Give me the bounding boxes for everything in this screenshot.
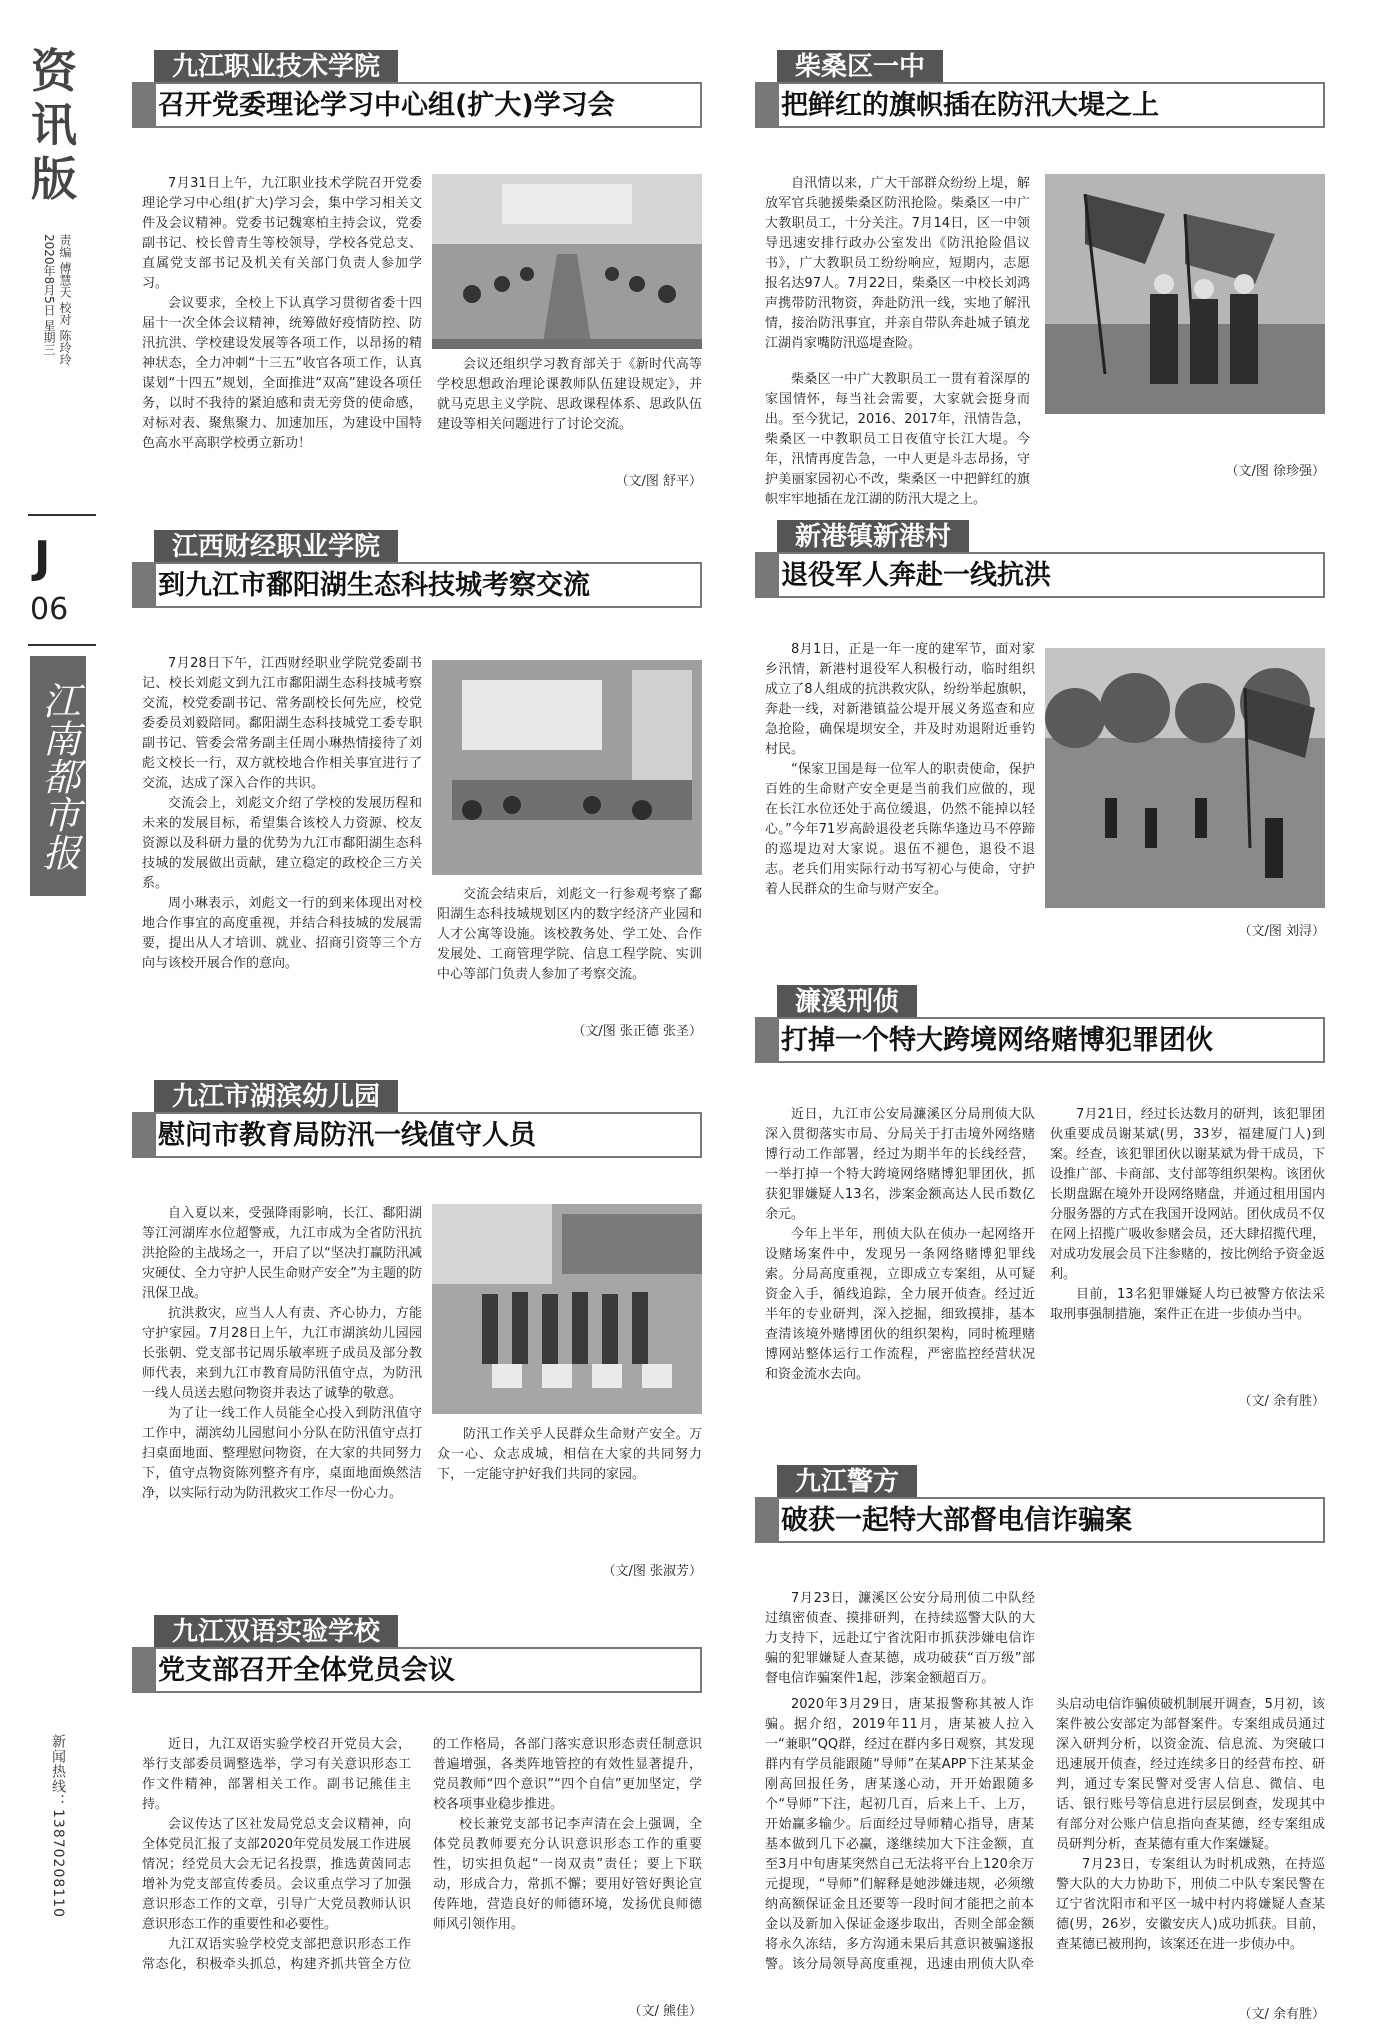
byline: （文/图 徐珍强）: [1225, 464, 1325, 479]
article-hubin-kindergarten: [132, 1080, 702, 1580]
article-body-continued: [437, 1425, 702, 1485]
paragraph: 7月23日，濂溪区公安分局刑侦二中队经过缜密侦查、摸排研判，在持续巡警大队的大力支持下，远赴辽宁省沈阳市抓获涉嫌电信诈骗的犯罪嫌疑人查某德，成功破获“百万级”部督电信诈骗案件1起，涉案金额超百万。: [765, 1591, 1035, 1686]
article-headline: 打掉一个特大跨境网络赌博犯罪团伙: [781, 1025, 1213, 1056]
article-body-continued: [1050, 1105, 1325, 1325]
byline: （文/图 舒平）: [615, 474, 702, 489]
paragraph: 自汛情以来，广大干部群众纷纷上堤，解放军官兵驰援柴桑区防汛抢险。柴桑区一中广大教职员工，十分关注。7月14日，区一中领导迅速安排行政办公室发出《防汛抢险倡议书》，广大教职员工纷纷响应，短期内，志愿报名达97人。7月22日，柴桑区一中校长刘鸿声携带防汛物资，奔赴防汛一线，实地了解汛情，接治防汛事宜，并亲自带队奔赴城子镇龙江湖肖家嘴防汛巡堤查险。: [765, 176, 1030, 351]
article-body: [142, 174, 422, 454]
flood-bank-photo-illustration: [1045, 174, 1325, 414]
editor-credits: 责编 傅慧天 校对 陈玲玲: [58, 234, 72, 366]
article-body-continued: [437, 355, 702, 435]
article-header: [755, 520, 1325, 602]
meeting-room-photo-illustration: [432, 660, 702, 875]
paragraph: 今年上半年，刑侦大队在侦办一起网络开设赌场案件中，发现另一条网络赌博犯罪线索。分局高度重视，立即成立专案组，从可疑资金入手，循线追踪，全力展开侦查。经过近半年的专业研判，深入挖掘，细致摸排，基本查清该境外赌博团伙的组织架构，同时梳理赌博网站整体运行工作流程，严密监控经营状况和资金流水去向。: [765, 1227, 1035, 1382]
article-body: [765, 640, 1035, 900]
article-source: 江西财经职业学院: [154, 530, 398, 564]
paragraph: 7月21日，经过长达数月的研判，该犯罪团伙重要成员谢某斌(男，33岁，福建厦门人)到案。经查，该犯罪团伙以谢某斌为骨干成员，下设推广部、卡商部、支付部等组织架构。该团伙长期盘踞在境外开设网络赌盘，并通过租用国内分服务器的方式在我国开设网站。团伙成员不仅在网上招揽广吸收参赌会员，还大肆招揽代理，对成功发展会员下注参赌的，按比例给予资金返利。: [1050, 1107, 1325, 1282]
paragraph: 8月1日，正是一年一度的建军节，面对家乡汛情，新港村退役军人积极行动，临时组织成立了8人组成的抗洪救灾队，纷纷举起旗帜，奔赴一线，对新港镇益公堤开展义务巡查和应急抢险，确保堤坝安全，并及时劝退附近垂钓村民。: [765, 642, 1035, 757]
paragraph: “保家卫国是每一位军人的职责使命，保护百姓的生命财产安全更是当前我们应做的，现在长江水位还处于高位缓退，仍然不能掉以轻心。”今年71岁高龄退役老兵陈华逢边马不停蹄的巡堤边对大家说。退伍不褪色，退役不退志。老兵们用实际行动书写初心与使命，守护着人民群众的生命与财产安全。: [765, 762, 1035, 897]
rail-divider: [28, 644, 96, 646]
article-body: [765, 174, 1030, 354]
paragraph: 自入夏以来，受强降雨影响，长江、鄱阳湖等江河湖库水位超警戒，九江市成为全省防汛抗洪抢险的主战场之一，开启了以“坚决打赢防汛减灾硬仗、全力守护人民生命财产安全”为主题的防汛保卫战。: [142, 1206, 422, 1301]
article-header: [755, 985, 1325, 1067]
page-letter: J: [34, 532, 51, 583]
byline: （文/ 余有胜）: [1238, 1394, 1325, 1409]
paragraph: 目前，13名犯罪嫌疑人均已被警方依法采取刑事强制措施，案件正在进一步侦办当中。: [1050, 1287, 1325, 1322]
paragraph: 抗洪救灾，应当人人有责、齐心协力，方能守护家园。7月28日上午，九江市湖滨幼儿园园长张朝、党支部书记周乐敏率班子成员及部分教师代表，来到九江市教育局防汛值守点，为防汛一线人员送去慰问物资并表达了诚挚的敬意。: [142, 1306, 422, 1401]
article-headline: 召开党委理论学习中心组(扩大)学习会: [158, 90, 615, 121]
byline: （文/图 张淑芳）: [602, 1564, 702, 1579]
section-title: 资讯版: [31, 44, 77, 206]
paragraph: 防汛工作关乎人民群众生命财产安全。万众一心、众志成城，相信在大家的共同努力下，一定能守护好我们共同的家园。: [437, 1427, 702, 1482]
byline: （文/图 刘浔）: [1238, 924, 1325, 939]
article-body-continued: [437, 885, 702, 985]
article-body-continued: [765, 1695, 1325, 1985]
byline: （文/图 张正德 张圣）: [572, 1024, 702, 1039]
article-headline: 到九江市鄱阳湖生态科技城考察交流: [158, 570, 590, 601]
article-headline: 把鲜红的旗帜插在防汛大堤之上: [781, 90, 1159, 121]
paragraph: 7月31日上午，九江职业技术学院召开党委理论学习中心组(扩大)学习会，集中学习相关文件及会议精神。党委书记魏寒柏主持会议，党委副书记、校长曾青生等校领导，学校各党总支、直属党支部书记及机关有关部门负责人参加学习。: [142, 176, 422, 291]
kindergarten-group-photo-illustration: [432, 1204, 702, 1414]
article-body: [765, 1589, 1035, 1689]
article-source: 九江警方: [777, 1465, 917, 1499]
issue-date: 2020年8月5日 星期三: [42, 234, 56, 356]
article-source: 九江双语实验学校: [154, 1615, 398, 1649]
paragraph: 7月23日，专案组认为时机成熟，在持巡警大队的大力协助下，刑侦二中队专案民警在辽宁省沈阳市和平区一城中村内将嫌疑人查某德(男，26岁，安徽安庆人)成功抓获。目前，查某德已被刑拘，该案还在进一步侦办中。: [1056, 1857, 1325, 1952]
article-jiujiang-police: [755, 1465, 1325, 2025]
paragraph: 会议还组织学习教育部关于《新时代高等学校思想政治理论课教师队伍建设规定》，并就马克思主义学院、思政课程体系、思政队伍建设等相关问题进行了讨论交流。: [437, 357, 702, 432]
paragraph: 会议传达了区社发局党总支会议精神，向全体党员汇报了支部2020年党员发展工作进展情况；经党员大会无记名投票，推选黄茵同志增补为党支部宣传委员。会议重点学习了加强意识形态工作的文章，引导广大党员教师认识意识形态工作的重要性和必要性。: [142, 1817, 411, 1932]
article-source: 新港镇新港村: [777, 520, 969, 554]
article-lianxi-police: [755, 985, 1325, 1430]
article-headline: 破获一起特大部督电信诈骗案: [781, 1505, 1132, 1536]
left-rail: [28, 44, 96, 2019]
paragraph: 7月28日下午，江西财经职业学院党委副书记、校长刘彪文到九江市鄱阳湖生态科技城考察交流，校党委副书记、常务副校长何先应，校党委委员刘毅陪同。鄱阳湖生态科技城党工委专职副书记、管委会常务副主任周小琳热情接待了刘彪文校长一行，双方就校地合作相关事宜进行了交流，达成了深入合作的共识。: [142, 656, 422, 791]
article-body: [142, 1735, 702, 1990]
article-photo: [1045, 174, 1325, 414]
paragraph: 交流会结束后，刘彪文一行参观考察了鄱阳湖生态科技城规划区内的数字经济产业园和人才公寓等设施。该校教务处、学工处、合作发展处、工商管理学院、信息工程学院、实训中心等部门负责人参加了考察交流。: [437, 887, 702, 982]
article-header: [755, 50, 1325, 132]
news-hotline: 新闻热线：13870208110: [50, 1734, 66, 1918]
byline: （文/ 余有胜）: [1238, 2007, 1325, 2022]
meeting-photo-illustration: [432, 174, 702, 349]
paragraph: 周小琳表示，刘彪文一行的到来体现出对校地合作事宜的高度重视，并结合科技城的发展需要，提出从人才培训、就业、招商引资等三个方向与该校开展合作的意向。: [142, 896, 422, 971]
byline: （文/ 熊佳）: [628, 2004, 702, 2019]
article-jjvtc: [132, 50, 702, 490]
article-header: [132, 1080, 702, 1162]
article-header: [132, 50, 702, 132]
paragraph: 近日，九江双语实验学校召开党员大会，举行支部委员调整选举，学习有关意识形态工作文件精神，部署相关工作。副书记熊佳主持。: [142, 1737, 411, 1812]
page-number: 06: [30, 592, 69, 627]
paragraph: 2020年3月29日，唐某报警称其被人诈骗。据介绍，2019年11月，唐某被人拉入一“兼职”QQ群，经过在群内多日观察，其发现群内有学员能跟随“导师”在某APP下注某某金刚高回报任务，唐某遂心动，开开始跟随多个“导师”下注，起初几百，后来上千、上万，开始赢多输少。后面经过导师精心指导，唐某基本做到几下必赢，遂继续加大下注金额，直至3月中旬唐某突然自己无法将平台上120余万元提现，“导师”们解释是她涉嫌违规，必须缴纳高额保证金且还要等一段时间才能把之前本金以及新加入保证金逐步取出，否则全部金额将永久冻结，多方沟通未果后其意识被骗遂报警。该分局领导高度重视，迅速由刑侦大队牵头启动电信诈骗侦破机制展开调查，5月初，该案件被公安部定为部督案件。专案组成员通过深入研判分析，以资金流、信息流、为突破口迅速展开侦查，经过连续多日的经营布控、研判，通过专案民警对受害人信息、微信、电话、银行账号等信息进行层层倒查，发现其中有部分对公账户信息指向查某德，经专案组成员研判分析，查某德有重大作案嫌疑。: [765, 1697, 1325, 1972]
veterans-flood-photo-illustration: [1045, 648, 1325, 908]
article-header: [755, 1465, 1325, 1547]
article-source: 濂溪刑侦: [777, 985, 917, 1019]
article-body: [142, 654, 422, 974]
article-source: 柴桑区一中: [777, 50, 943, 84]
newspaper-masthead: 江南都市报: [30, 656, 86, 896]
article-photo: [1045, 648, 1325, 908]
article-body: [765, 1105, 1035, 1385]
paragraph: 交流会上，刘彪文介绍了学校的发展历程和未来的发展目标，希望集合该校人力资源、校友资源以及科研力量的优势为九江市鄱阳湖生态科技城的发展做出贡献，建立稳定的政校企三方关系。: [142, 796, 422, 891]
paragraph: 校长兼党支部书记李声清在会上强调，全体党员教师要充分认识意识形态工作的重要性，切实担负起“一岗双责”责任；要上下联动，形成合力，常抓不懈；要用好管好舆论宣传阵地，营造良好的师德环境，发扬优良师德师风引领作用。: [433, 1817, 702, 1932]
article-photo: [432, 660, 702, 875]
article-header: [132, 530, 702, 612]
article-source: 九江市湖滨幼儿园: [154, 1080, 398, 1114]
article-photo: [432, 1204, 702, 1414]
article-photo: [432, 174, 702, 349]
paragraph: 会议要求，全校上下认真学习贯彻省委十四届十一次全体会议精神，统筹做好疫情防控、防汛抗洪、学校建设发展等各项工作，以昂扬的精神状态，全力冲刺“十三五”收官各项工作，认真谋划“十四五”规划，全面推进“双高”建设各项任务，以时不我待的紧迫感和责无旁贷的使命感，对标对表、聚焦聚力、加速加压，为建设中国特色高水平高职学校勇立新功！: [142, 296, 422, 451]
rail-divider: [28, 514, 96, 516]
article-header: [132, 1615, 702, 1697]
article-body: [142, 1204, 422, 1504]
article-headline: 慰问市教育局防汛一线值守人员: [158, 1120, 536, 1151]
article-body-continued: [765, 370, 1030, 510]
article-bilingual-school: [132, 1615, 702, 2025]
article-source: 九江职业技术学院: [154, 50, 398, 84]
paragraph: 为了让一线工作人员能全心投入到防汛值守工作中，湖滨幼儿园慰问小分队在防汛值守点打扫桌面地面、整理慰问物资，在大家的共同努力下，值守点物资陈列整齐有序，桌面地面焕然洁净，以实际行动为防汛救灾工作尽一份心力。: [142, 1406, 422, 1501]
article-xingang: [755, 520, 1325, 960]
article-jxufe: [132, 530, 702, 1040]
article-headline: 党支部召开全体党员会议: [158, 1655, 455, 1686]
article-chaisang: [755, 50, 1325, 507]
article-headline: 退役军人奔赴一线抗洪: [781, 560, 1051, 591]
paragraph: 近日，九江市公安局濂溪区分局刑侦大队深入贯彻落实市局、分局关于打击境外网络赌博行动工作部署，经过为期半年的长线经营，一举打掉一个特大跨境网络赌博犯罪团伙，抓获犯罪嫌疑人13名，涉案金额高达人民币数亿余元。: [765, 1107, 1035, 1222]
paragraph: 柴桑区一中广大教职员工一贯有着深厚的家国情怀，每当社会需要，大家就会挺身而出。至今犹记，2016、2017年，汛情告急，柴桑区一中教职员工日夜值守长江大堤。今年，汛情再度告急，一中人更是斗志昂扬，守护美丽家园初心不改，柴桑区一中把鲜红的旗帜牢牢地插在龙江湖的防汛大堤之上。: [765, 372, 1030, 507]
paragraph: 九江双语实验学校党支部把意识形态工作常态化，积极牵头抓总，构建齐抓共管全方位的工作格局，各部门落实意识形态责任制意识普遍增强，各类阵地管控的有效性显著提升，党员教师“四个意识”“四个自信”更加坚定，学校各项事业稳步推进。: [142, 1737, 702, 1972]
